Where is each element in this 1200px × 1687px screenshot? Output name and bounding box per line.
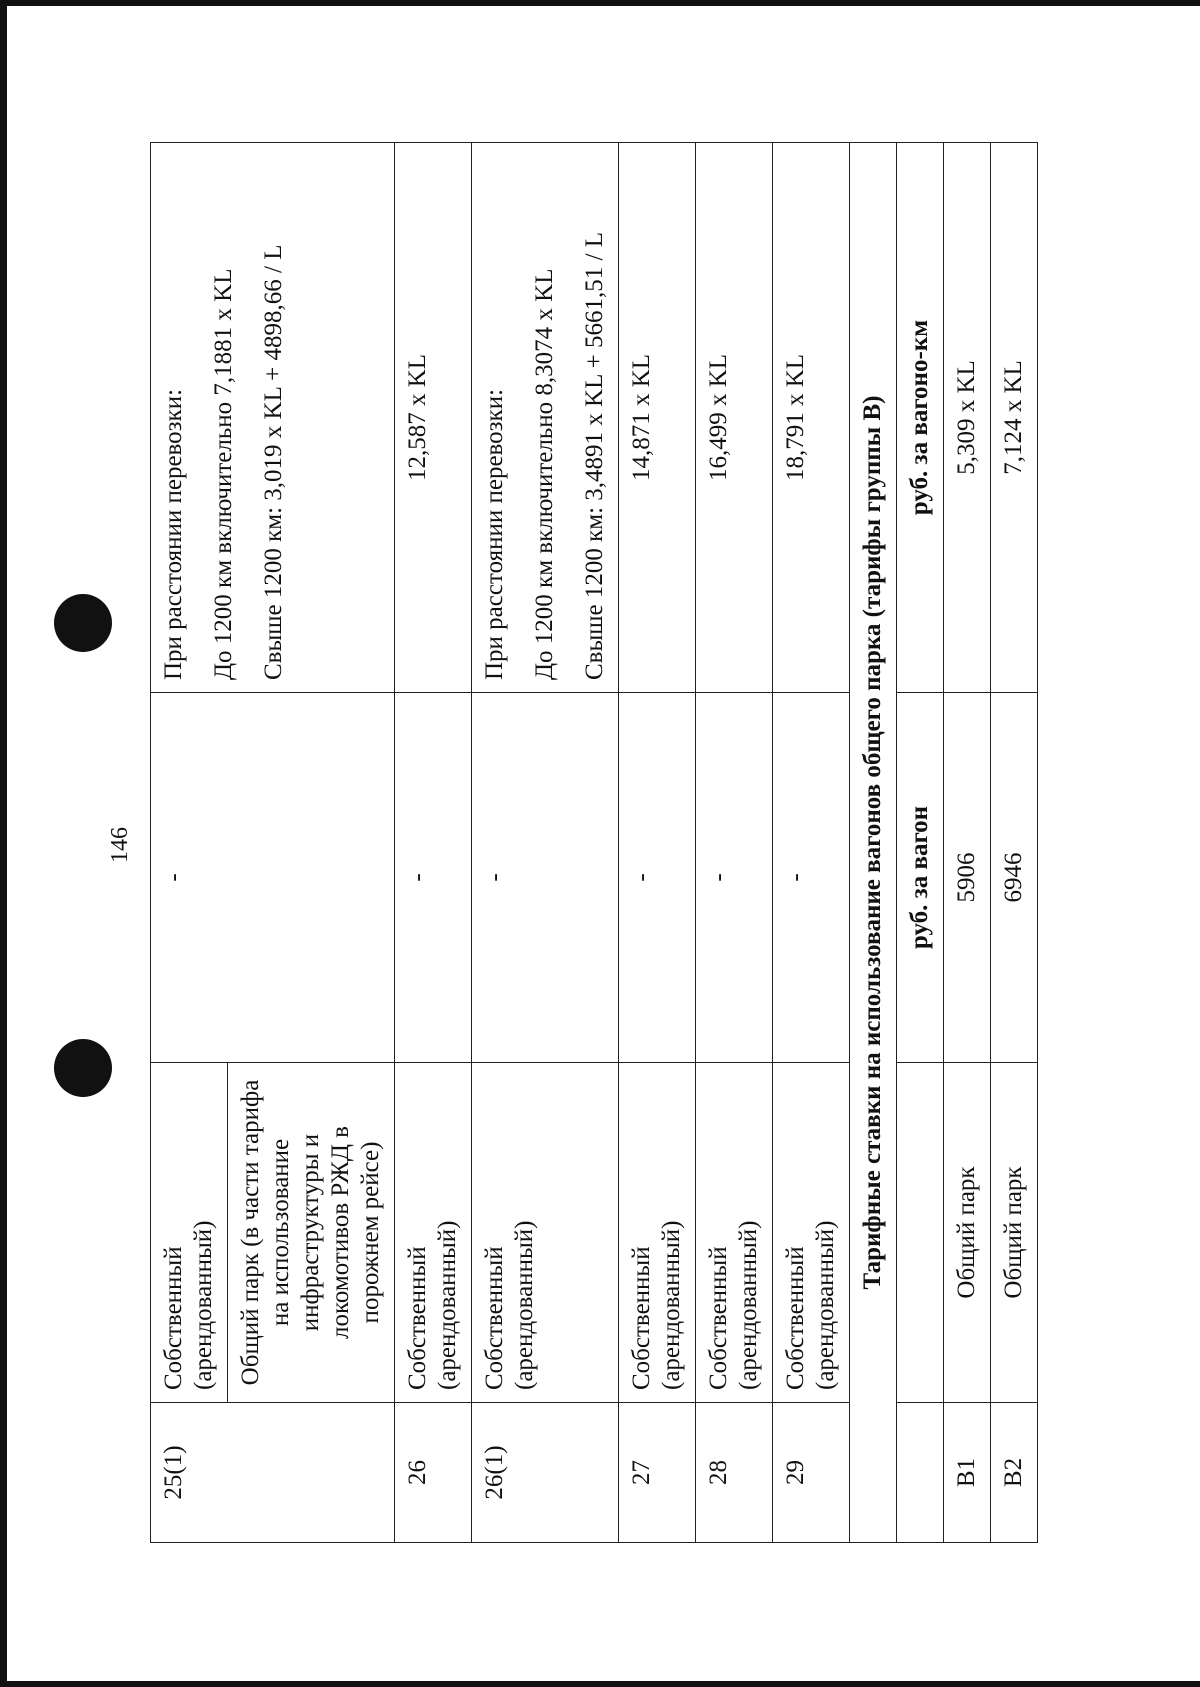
row-number: В2: [991, 1403, 1038, 1543]
row-number: В1: [944, 1403, 991, 1543]
wagon-type-sub: Общий парк (в части тарифа на использование инфраструктуры и локомотивов РЖД в порожнем рейсе): [228, 1063, 395, 1403]
section-columns-row: [897, 143, 944, 1543]
table-row: [696, 143, 773, 1543]
rate-per-wagon: -: [773, 693, 850, 1063]
scan-edge-bottom: [0, 1681, 1200, 1687]
table-row: [395, 143, 472, 1543]
wagon-type: Собственный (арендованный): [773, 1063, 850, 1403]
punch-hole: [54, 1039, 112, 1097]
formula-line: Свыше 1200 км: 3,4891 х KL + 5661,51 / L: [581, 232, 608, 680]
row-number: 29: [773, 1403, 850, 1543]
column-header-per-wagon-km: руб. за вагоно-км: [897, 143, 944, 693]
rate-per-wagon-km: 12,587 х KL: [395, 143, 472, 693]
formula-line: Свыше 1200 км: 3,019 х KL + 4898,66 / L: [260, 244, 287, 680]
table-row: [944, 143, 991, 1543]
table-row: [151, 143, 228, 1543]
row-number: 27: [619, 1403, 696, 1543]
rate-per-wagon: -: [472, 693, 619, 1063]
rate-per-wagon: -: [395, 693, 472, 1063]
wagon-type: Собственный (арендованный): [395, 1063, 472, 1403]
punch-hole: [54, 594, 112, 652]
rate-per-wagon-km: 5,309 х KL: [944, 143, 991, 693]
row-number: 26: [395, 1403, 472, 1543]
formula-line: При расстоянии перевозки:: [160, 388, 187, 680]
wagon-type: Собственный (арендованный): [151, 1063, 228, 1403]
table-row: [773, 143, 850, 1543]
rate-per-wagon-km: [472, 143, 619, 693]
wagon-type: Общий парк: [991, 1063, 1038, 1403]
column-header-per-wagon: руб. за вагон: [897, 693, 944, 1063]
formula-line: При расстоянии перевозки:: [481, 388, 508, 680]
row-number: 28: [696, 1403, 773, 1543]
rate-per-wagon-km: 18,791 х KL: [773, 143, 850, 693]
scan-edge-left: [0, 0, 7, 1687]
rate-per-wagon: 6946: [991, 693, 1038, 1063]
rate-per-wagon: -: [696, 693, 773, 1063]
rate-per-wagon-km: 16,499 х KL: [696, 143, 773, 693]
row-number: 26(1): [472, 1403, 619, 1543]
rate-per-wagon: -: [151, 693, 395, 1063]
rate-per-wagon-km: 7,124 х KL: [991, 143, 1038, 693]
formula-line: До 1200 км включительно 7,1881 х KL: [210, 268, 237, 680]
empty-cell: [897, 1403, 944, 1543]
rate-per-wagon: -: [619, 693, 696, 1063]
wagon-type: Общий парк: [944, 1063, 991, 1403]
empty-cell: [897, 1063, 944, 1403]
section-title: Тарифные ставки на использование вагонов общего парка (тарифы группы В): [850, 143, 897, 1543]
wagon-type: Собственный (арендованный): [472, 1063, 619, 1403]
rotated-table-page: [150, 143, 1150, 1543]
table-row: [472, 143, 619, 1543]
rate-per-wagon-km: [151, 143, 395, 693]
wagon-type: Собственный (арендованный): [619, 1063, 696, 1403]
row-number: 25(1): [151, 1403, 395, 1543]
wagon-type: Собственный (арендованный): [696, 1063, 773, 1403]
table-row: [991, 143, 1038, 1543]
rate-per-wagon: 5906: [944, 693, 991, 1063]
section-title-row: [850, 143, 897, 1543]
scan-edge-top: [0, 0, 1200, 6]
table-row: [619, 143, 696, 1543]
rate-per-wagon-km: 14,871 х KL: [619, 143, 696, 693]
page-number: 146: [107, 827, 133, 863]
tariff-table: [150, 142, 1038, 1543]
formula-line: До 1200 км включительно 8,3074 х KL: [531, 268, 558, 680]
